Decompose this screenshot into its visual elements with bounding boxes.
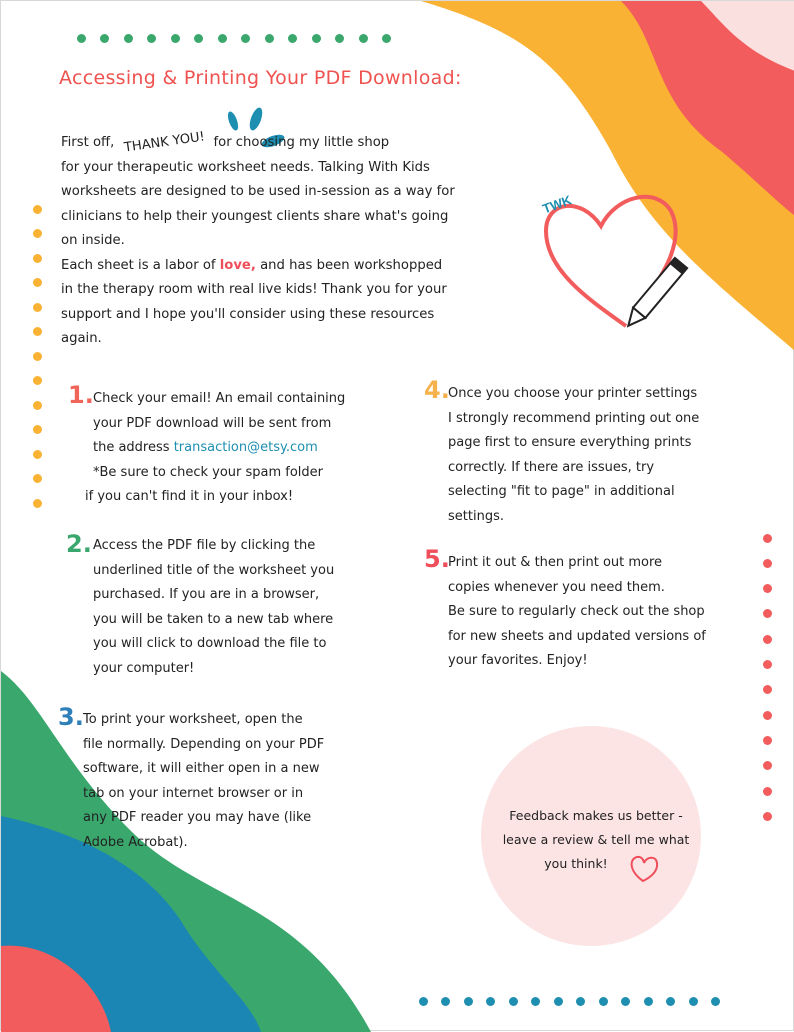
decorative-dot	[312, 34, 321, 43]
intro-line: in the therapy room with real live kids! Thank you for your	[61, 282, 447, 297]
step-line: Check your email! An email containing	[93, 391, 346, 406]
step-number: 1.	[68, 381, 94, 409]
decorative-dot	[33, 303, 42, 312]
step-line: correctly. If there are issues, try	[448, 459, 655, 475]
intro-text: for choosing my little shop	[213, 135, 390, 150]
step-line: file normally. Depending on your PDF	[83, 736, 325, 752]
decorative-dot	[763, 609, 772, 618]
decorative-dot	[486, 997, 495, 1006]
email-link[interactable]: transaction@etsy.com	[173, 440, 318, 455]
intro-line: again.	[61, 331, 102, 346]
decorative-dot	[218, 34, 227, 43]
decorative-dot	[763, 685, 772, 694]
pencil-icon	[622, 258, 687, 331]
decorative-dot	[711, 997, 720, 1006]
decorative-dot	[265, 34, 274, 43]
step-line: Be sure to regularly check out the shop	[448, 604, 705, 619]
step-line: Once you choose your printer settings	[448, 386, 698, 401]
decorative-dot	[241, 34, 250, 43]
decorative-dot	[33, 327, 42, 336]
decorative-dot	[763, 584, 772, 593]
step-line: Print it out & then print out more	[448, 555, 663, 570]
step-number: 3.	[58, 703, 84, 731]
step-3	[58, 703, 325, 855]
feedback-line: leave a review & tell me what	[502, 832, 690, 847]
decorative-dot	[33, 376, 42, 385]
step-line: selecting "fit to page" in additional	[448, 484, 675, 499]
decorative-dot	[33, 352, 42, 361]
decorative-dot	[33, 425, 42, 434]
step-line: software, it will either open in a new	[83, 761, 320, 776]
decorative-dot	[763, 812, 772, 821]
decorative-dot	[763, 534, 772, 543]
decorative-dot	[77, 34, 86, 43]
decorative-dot	[464, 997, 473, 1006]
thank-you-text: THANK YOU!	[123, 129, 207, 156]
intro-line: worksheets are designed to be used in-session as a way for	[61, 184, 455, 199]
step-line: copies whenever you need them.	[448, 579, 665, 595]
step-line: your computer!	[93, 660, 195, 676]
decorative-dot	[33, 229, 42, 238]
step-line: I strongly recommend printing out one	[448, 410, 700, 426]
step-line: if you can't find it in your inbox!	[85, 489, 294, 504]
decorative-dot	[666, 997, 675, 1006]
step-line: page first to ensure everything prints	[448, 435, 692, 450]
step-line: Adobe Acrobat).	[83, 834, 188, 850]
decorative-dot	[689, 997, 698, 1006]
decorative-dot	[763, 787, 772, 796]
decorative-dot	[359, 34, 368, 43]
step-line: you will be taken to a new tab where	[93, 611, 334, 627]
decorative-dot	[171, 34, 180, 43]
step-2	[66, 530, 335, 681]
decorative-dot	[763, 660, 772, 669]
step-1	[68, 381, 346, 510]
decorative-dot	[644, 997, 653, 1006]
love-highlight: love,	[219, 257, 256, 273]
decorative-dot	[33, 450, 42, 459]
step-line: you will click to download the file to	[93, 636, 327, 651]
intro-line: for your therapeutic worksheet needs. Talking With Kids	[61, 159, 430, 175]
decorative-dot	[33, 401, 42, 410]
decorative-dot	[763, 761, 772, 770]
intro-text: First off,	[61, 135, 115, 150]
decorative-dot	[100, 34, 109, 43]
decorative-dot	[763, 736, 772, 745]
page-title: Accessing & Printing Your PDF Download:	[59, 67, 462, 89]
feedback-note	[471, 804, 721, 876]
decorative-dot	[554, 997, 563, 1006]
step-number: 4.	[424, 376, 450, 404]
intro-line: on inside.	[61, 233, 125, 248]
decorative-dot	[441, 997, 450, 1006]
step-line: the address	[93, 440, 170, 455]
step-4	[424, 376, 700, 529]
step-line: purchased. If you are in a browser,	[93, 587, 320, 602]
step-number: 5.	[424, 545, 450, 573]
step-number: 2.	[66, 530, 92, 558]
step-5	[424, 545, 706, 674]
decorative-dot	[621, 997, 630, 1006]
decorative-dot	[33, 205, 42, 214]
intro-text: Each sheet is a labor of	[61, 257, 216, 273]
decorative-dot	[194, 34, 203, 43]
intro-line: clinicians to help their youngest clients share what's going	[61, 208, 449, 224]
decorative-dot	[576, 997, 585, 1006]
decorative-dot	[33, 278, 42, 287]
decorative-dot	[33, 499, 42, 508]
decorative-dot	[763, 711, 772, 720]
step-line: Access the PDF file by clicking the	[93, 538, 316, 553]
decorative-dot	[599, 997, 608, 1006]
decorative-dot	[763, 559, 772, 568]
decorative-dot	[382, 34, 391, 43]
step-line: for new sheets and updated versions of	[448, 628, 706, 644]
decorative-dot	[33, 474, 42, 483]
step-line: To print your worksheet, open the	[83, 712, 303, 727]
step-line: your favorites. Enjoy!	[448, 653, 588, 668]
step-line: your PDF download will be sent from	[93, 415, 332, 431]
decorative-dot	[288, 34, 297, 43]
decorative-dot	[335, 34, 344, 43]
feedback-line: Feedback makes us better -	[509, 808, 683, 823]
decorative-dot	[33, 254, 42, 263]
decorative-dot	[419, 997, 428, 1006]
decorative-dot	[147, 34, 156, 43]
decorative-dot	[531, 997, 540, 1006]
step-line: tab on your internet browser or in	[83, 785, 304, 801]
step-line: any PDF reader you may have (like	[83, 810, 312, 825]
feedback-line: you think!	[544, 856, 608, 871]
intro-line: support and I hope you'll consider using these resources	[61, 306, 435, 322]
intro-text: and has been workshopped	[260, 257, 443, 273]
decorative-dot	[763, 635, 772, 644]
logo-text: TWK	[540, 192, 574, 217]
step-line: underlined title of the worksheet you	[93, 562, 335, 578]
step-line: *Be sure to check your spam folder	[93, 464, 324, 480]
decorative-dot	[509, 997, 518, 1006]
decorative-dot	[124, 34, 133, 43]
intro-paragraph	[61, 131, 455, 352]
step-line: settings.	[448, 508, 504, 524]
